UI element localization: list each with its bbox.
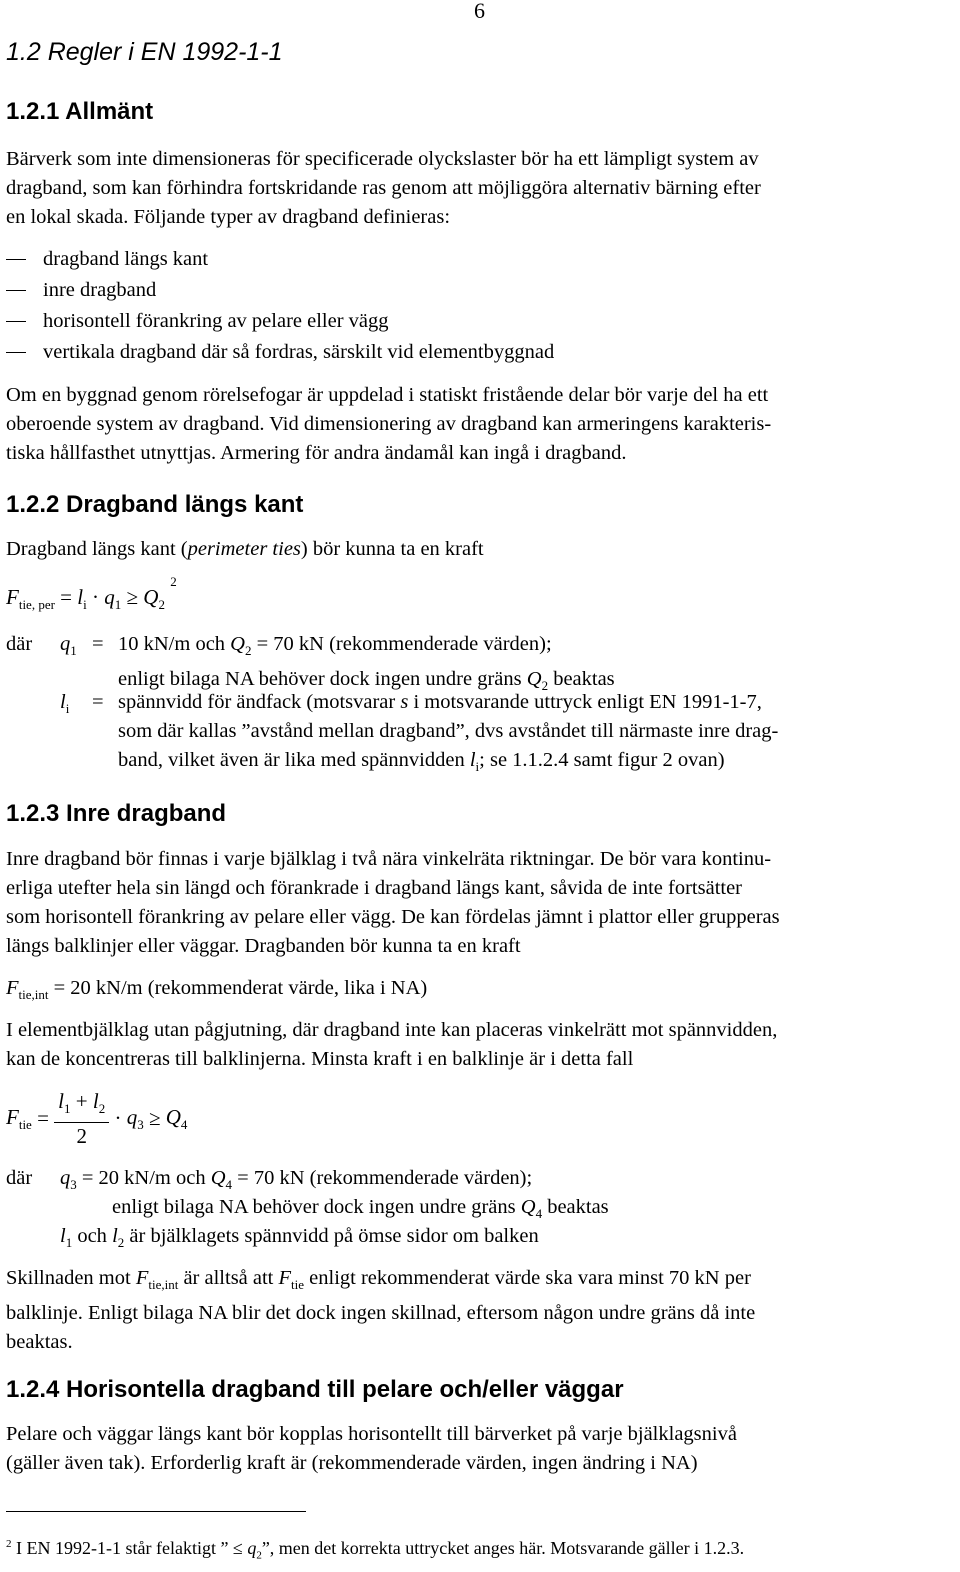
intro-paragraph: [6, 145, 761, 232]
paragraph-precast: I elementbjälklag utan pågjutning, där dragband inte kan placeras vinkelrätt mot spännvidden, kan de koncentreras till balklinjerna. Minsta kraft i en balklinje är i detta fall: [6, 1019, 778, 1070]
dash-bullet: [6, 352, 26, 354]
list-item: dragband längs kant: [6, 244, 554, 275]
formula-tie-beam: $F_{tie}$ = $\frac{l_1 + l_2}{2}$ · $q_3 \ge Q_4$: [6, 1089, 188, 1149]
heading-1-2-4: 1.2.4 Horisontella dragband till pelare och/eller väggar: [6, 1376, 624, 1403]
paragraph-horizontal-ties: Pelare och väggar längs kant bör kopplas horisontellt till bärverket på varje bjälklagsnivå (gäller även tak). Erforderlig kraft är (rekommenderade värden, ingen ändring i NA): [6, 1423, 737, 1474]
perimeter-ties-intro: Dragband längs kant (perimeter ties) bör kunna ta en kraft: [6, 538, 484, 560]
dash-bullet: [6, 259, 26, 261]
definition-q3-text: $q_3 = 20$ kN/m och $Q_4 = 70$ kN (rekommenderade värden);: [60, 1167, 533, 1193]
definition-li-text: spännvidd för ändfack (motsvarar s i motsvarande uttryck enligt EN 1991-1-7, som där kallas ”avstånd mellan dragband”, dvs avståndet till närmaste inre drag- band, vilket även är lika med spännvidden $l_i$; se 1.1.2.4 samt figur 2 ovan): [118, 691, 779, 775]
definition-where-2: där: [6, 1167, 33, 1189]
heading-1-2-3: 1.2.3 Inre dragband: [6, 800, 227, 827]
text-line: en lokal skada. Följande typer av dragband definieras:: [6, 206, 451, 228]
definition-where: där: [6, 633, 33, 655]
definition-q1-symbol: $q_1$: [60, 633, 77, 659]
fraction: $\frac{l_1 + l_2}{2}$: [54, 1088, 109, 1149]
tie-type-list: [6, 244, 554, 368]
section-title: 1.2 Regler i EN 1992-1-1: [6, 38, 283, 66]
formula-perimeter-tie: $F_{tie, per} = l_i \cdot q_1 \ge Q_2$ $^2$: [6, 574, 177, 613]
dash-bullet: [6, 321, 26, 323]
paragraph-difference: Skillnaden mot $F_{tie,int}$ är alltså att $F_{tie}$ enligt rekommenderat värde ska vara minst 70 kN per balklinje. Enligt bilaga NA blir det dock ingen skillnad, eftersom någon undre gräns då inte beaktas.: [6, 1267, 756, 1354]
definition-q4-note: enligt bilaga NA behöver dock ingen undre gräns $Q_4$ beaktas: [112, 1196, 609, 1222]
footnote-rule: [6, 1511, 306, 1512]
list-item: vertikala dragband där så fordras, särskilt vid elementbyggnad: [6, 337, 554, 368]
text-line: tiska hållfasthet utnyttjas. Armering för andra ändamål kan ingå i dragband.: [6, 442, 627, 464]
text-line: oberoende system av dragband. Vid dimensionering av dragband kan armeringens karakteris-: [6, 413, 772, 435]
definition-q1-text: 10 kN/m och $Q_2 = 70$ kN (rekommenderade värden); enligt bilaga NA behöver dock ingen undre gräns $Q_2$ beaktas: [118, 633, 615, 694]
heading-1-2-2: 1.2.2 Dragband längs kant: [6, 491, 304, 518]
list-item: horisontell förankring av pelare eller vägg: [6, 306, 554, 337]
footnote-ref: 2: [170, 574, 177, 589]
definition-li-eq: =: [92, 691, 104, 713]
text-line: Om en byggnad genom rörelsefogar är uppdelad i statiskt fristående delar bör varje del ha ett: [6, 384, 769, 406]
paragraph-movement-joints: [6, 381, 771, 468]
definition-l1-l2: $l_1$ och $l_2$ är bjälklagets spännvidd på ömse sidor om balken: [60, 1225, 539, 1251]
heading-1-2-1: 1.2.1 Allmänt: [6, 98, 154, 125]
list-item: inre dragband: [6, 275, 554, 306]
definition-q1-eq: =: [92, 633, 104, 655]
definition-li-symbol: $l_i$: [60, 691, 70, 717]
page-number: 6: [474, 0, 485, 23]
formula-tie-int: $F_{tie,int} = 20$ kN/m (rekommenderat värde, lika i NA): [6, 977, 428, 1003]
text-line: dragband, som kan förhindra fortskridande ras genom att möjliggöra alternativ bärning efter: [6, 177, 761, 199]
text-line: Bärverk som inte dimensioneras för specificerade olyckslaster bör ha ett lämpligt system av: [6, 148, 759, 170]
paragraph-internal-ties: Inre dragband bör finnas i varje bjälklag i två nära vinkelräta riktningar. De bör vara kontinu- erliga utefter hela sin längd och förankrade i dragband längs kant, såvida de inte fortsätter som horisontell förankring av pelare eller vägg. De kan fördelas jämnt i plattor eller grupperas längs balklinjer eller väggar. Dragbanden bör kunna ta en kraft: [6, 848, 780, 957]
footnote: $^2$ I EN 1992-1-1 står felaktigt ” ≤ $q_2$”, men det korrekta uttrycket anges här. Motsvarande gäller i 1.2.3.: [6, 1538, 745, 1562]
dash-bullet: [6, 290, 26, 292]
